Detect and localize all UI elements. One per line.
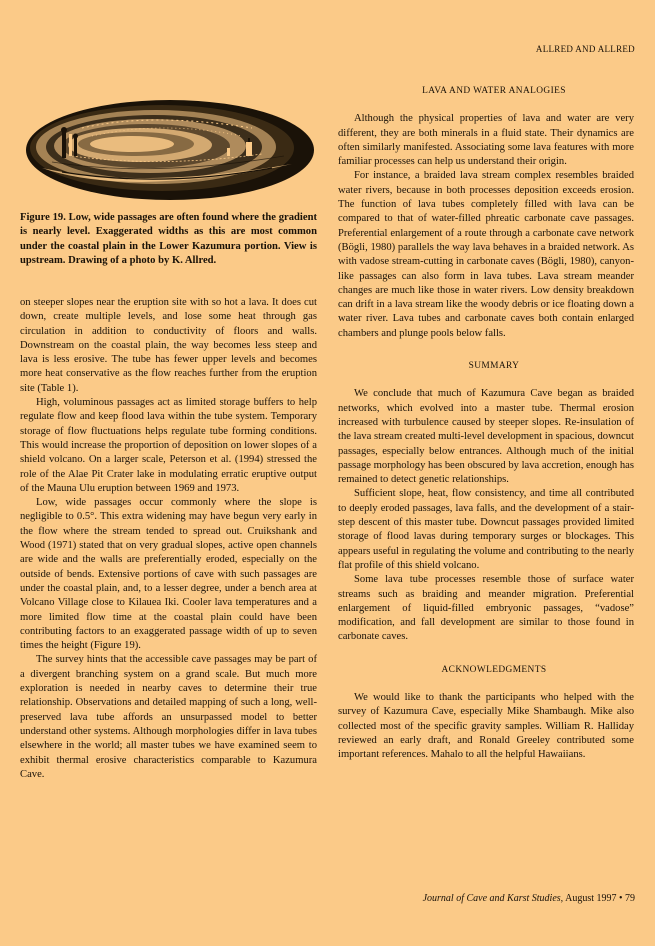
- left-paragraph: The survey hints that the accessible cave passages may be part of a divergent branching system on a grand scale. But much more exploration is needed in nearby caves to determine their true relationship. Observations and detailed mapping of such a long, well-preserved lava tube affords an unsurpassed model to better understand other systems. Although morphologies differ in lava tubes elsewhere in the world; all master tubes we have examined seem to exhibit thermal erosive characteristics comparable to Kazumura Cave.: [20, 654, 317, 780]
- left-column: [20, 296, 317, 782]
- figure-19-drawing: [22, 98, 314, 202]
- page-footer: [423, 893, 635, 904]
- summary-paragraph: Sufficient slope, heat, flow consistency, and time all contributed to deeply eroded passages, lava falls, and the development of a stair-step descent of this master tube. Downcut passages provided limited storage of flood lavas during temporary surges or blockages. This appears useful in regulating the volume and contributing to the nearly flat profile of this shield volcano.: [338, 488, 634, 571]
- left-paragraph: Low, wide passages occur commonly where the slope is negligible to 0.5°. This extra widening may have begun very early in the flow where the stream tended to spread out. Cruikshank and Wood (1971) stated that on very gradual slopes, active open channels are wide and the walls are preferentially eroded, especially on the outside of bends. Extensive portions of cave with such passages are under the coastal plain, and, to a lesser degree, under a bench area at Volcano Village close to Kilauea Iki. Cooler lava temperatures and a more limited flow time at the coastal plain could have been contributing factors to an exaggerated passage width of up to seven times the height (Figure 19).: [20, 497, 317, 652]
- summary-paragraph: Some lava tube processes resemble those of surface water streams such as braiding and meander migration. Preferential enlargement of liquid-filled embryonic passages, “vadose” modification, and fall development are similar to those found in carbonate caves.: [338, 574, 634, 643]
- lava-water-paragraph: Although the physical properties of lava and water are very different, they are both minerals in a fluid state. Their dynamics are often similarly manifested. Associating some lava features with more familiar processes can help us understand their origin.: [338, 113, 634, 168]
- left-paragraph: High, voluminous passages act as limited storage buffers to help regulate flow and keep flood lava within the tube system. Temporary storage of flow fluctuations helps regulate tube forming conditions. This would increase the proportion of deposition on lower slopes of a shield volcano. On a larger scale, Peterson et al. (1994) stressed the role of the Alae Pit Crater lake in modulating erratic eruptive output of the Mauna Ulu eruption between 1969 and 1973.: [20, 397, 317, 494]
- section-heading-lava-water: LAVA AND WATER ANALOGIES: [422, 86, 566, 96]
- left-paragraph: on steeper slopes near the eruption site with so hot a lava. It does cut down, create multiple levels, and lose some heat through gas circulation in addition to conductivity of floors and walls. Downstream on the coastal plain, the way becomes less steep and lava is less erosive. The tube has fewer upper levels and becomes more heat conservative as the flow reaches further from the eruption site (Table 1).: [20, 297, 317, 394]
- lava-tube-sketch: [22, 98, 314, 202]
- acknowledgments-paragraph: We would like to thank the participants who helped with the survey of Kazumura Cave, especially Mike Shambaugh. Mike also collected most of the specific gravity samples. William R. Halliday reviewed an early draft, and Ronald Greeley contributed some important references. Mahalo to all the helpful Hawaiians.: [338, 691, 634, 761]
- figure-caption: Figure 19. Low, wide passages are often found where the gradient is nearly level. Exaggerated widths as this are most common under the coastal plain in the Lower Kazumura portion. View is upstream. Drawing of a photo by K. Allred.: [20, 212, 317, 266]
- lava-water-paragraph: For instance, a braided lava stream complex resembles braided water rivers, because in both processes deposition exceeds erosion. The function of lava tubes completely filled with lava can be compared to that of water-filled phreatic carbonate cave passages. Preferential enlargement of a route through a carbonate cave network (Bögli, 1980) parallels the way lava behaves in a braided network. As with vadose stream-cutting in carbonate caves (Bögli, 1980), canyon-like passages can also form in lava tubes. Lava stream meander changes are much like those in water rivers. Low density breakdown can drift in a lava stream like the woody debris or ice floating down a water river. Lava tubes and carbonate caves both contain enlarged chambers and plunge pools below falls.: [338, 170, 634, 339]
- section-heading-acknowledgments: ACKNOWLEDGMENTS: [441, 664, 547, 675]
- issue-and-page: August 1997 • 79: [563, 893, 635, 904]
- right-column: [338, 84, 634, 762]
- running-head: ALLRED AND ALLRED: [535, 44, 635, 54]
- journal-title: Journal of Cave and Karst Studies,: [422, 893, 564, 904]
- summary-paragraph: We conclude that much of Kazumura Cave began as braided networks, which evolved into a master tube. Thermal erosion increased with turbulence caused by steeper slopes. Re-insulation of the lava stream created multi-level development in spacious, downcut passages, especially below entrances. Although much of the initial passage morphology has been obscured by lava accretion, enough has remained to detect genetic relationships.: [338, 388, 634, 486]
- section-heading-summary: SUMMARY: [468, 361, 520, 372]
